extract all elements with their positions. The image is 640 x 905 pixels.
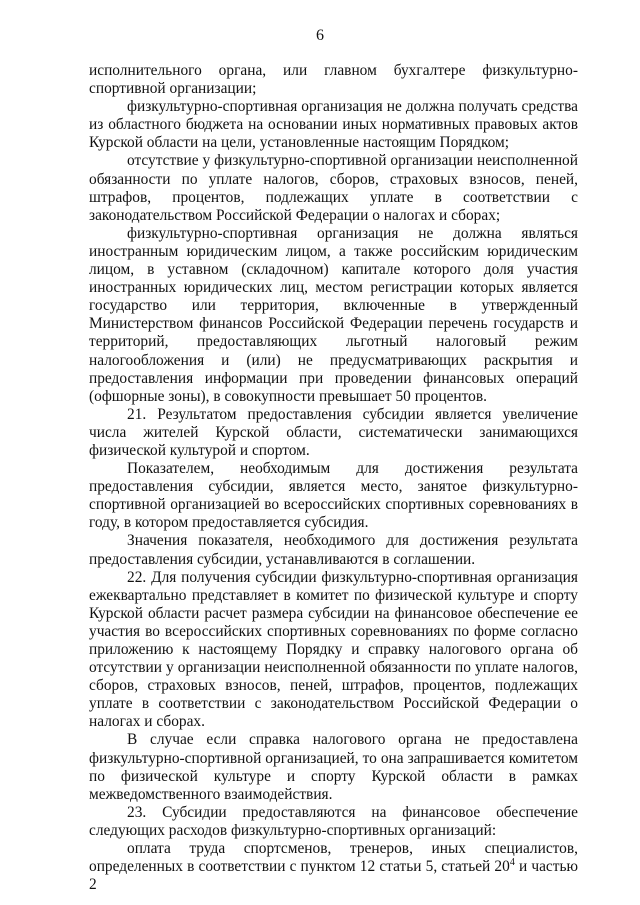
paragraph-no-tax-debts: отсутствие у физкультурно-спортивной организации неисполненной обязанности по уплате налогов, сборов, страховых взносов, пеней, штрафов, процентов, подлежащих уплате в соответствии с законодательством Российской Федерации о налогах и сборах; — [89, 152, 578, 224]
paragraph-indicator-values: Значения показателя, необходимого для достижения результата предоставления субсидии, устанавливаются в соглашении. — [89, 532, 578, 568]
paragraph-salary-expenses — [89, 840, 578, 894]
salary-text-before: оплата труда спортсменов, тренеров, иных специалистов, определенных в соответствии с пунктом 12 статьи 5, статьей 20 — [89, 840, 578, 876]
paragraph-no-regional-funds: физкультурно-спортивная организация не должна получать средства из областного бюджета на основании иных нормативных правовых актов Курской области на цели, установленные настоящим Порядком; — [89, 98, 578, 152]
paragraph-indicator: Показателем, необходимым для достижения результата предоставления субсидии, является место, занятое физкультурно-спортивной организацией во всероссийских спортивных соревнованиях в году, в котором предоставляется субсидия. — [89, 460, 578, 532]
paragraph-tax-certificate-request: В случае если справка налогового органа не предоставлена физкультурно-спортивной организацией, то она запрашивается комитетом по физической культуре и спорту Курской области в рамках межведомственного взаимодействия. — [89, 731, 578, 803]
paragraph-23-expenses: 23. Субсидии предоставляются на финансовое обеспечение следующих расходов физкультурно-спортивных организаций: — [89, 803, 578, 839]
paragraph-not-foreign-entity: физкультурно-спортивная организация не должна являться иностранным юридическим лицом, а также российским юридическим лицом, в уставном (складочном) капитале которого доля участия иностранных юридических лиц, местом регистрации которых является государство или территория, включенные в утвержденный Министерством финансов Российской Федерации перечень государств и территорий, предоставляющих льготный налоговый режим налогообложения и (или) не предусматривающих раскрытия и предоставления информации при проведении финансовых операций (офшорные зоны), в совокупности превышает 50 процентов. — [89, 224, 578, 405]
article-superscript: 4 — [509, 857, 515, 869]
paragraph-22-application: 22. Для получения субсидии физкультурно-спортивная организация ежеквартально представляет в комитет по физической культуре и спорту Курской области расчет размера субсидии на финансовое обеспечение ее участия во всероссийских спортивных соревнованиях по форме согласно приложению к настоящему Порядку и справку налогового органа об отсутствии у организации неисполненной обязанности по уплате налогов, сборов, страховых взносов, пеней, штрафов, процентов, подлежащих уплате в соответствии с законодательством Российской Федерации о налогах и сборах. — [89, 568, 578, 731]
page-number: 6 — [316, 27, 324, 44]
paragraph-21-result: 21. Результатом предоставления субсидии является увеличение числа жителей Курской области, систематически занимающихся физической культурой и спортом. — [89, 405, 578, 459]
paragraph-executive-body: исполнительного органа, или главном бухгалтере физкультурно-спортивной организации; — [89, 62, 578, 98]
salary-text-after: и частью 2 — [89, 858, 578, 894]
document-body — [89, 62, 578, 894]
